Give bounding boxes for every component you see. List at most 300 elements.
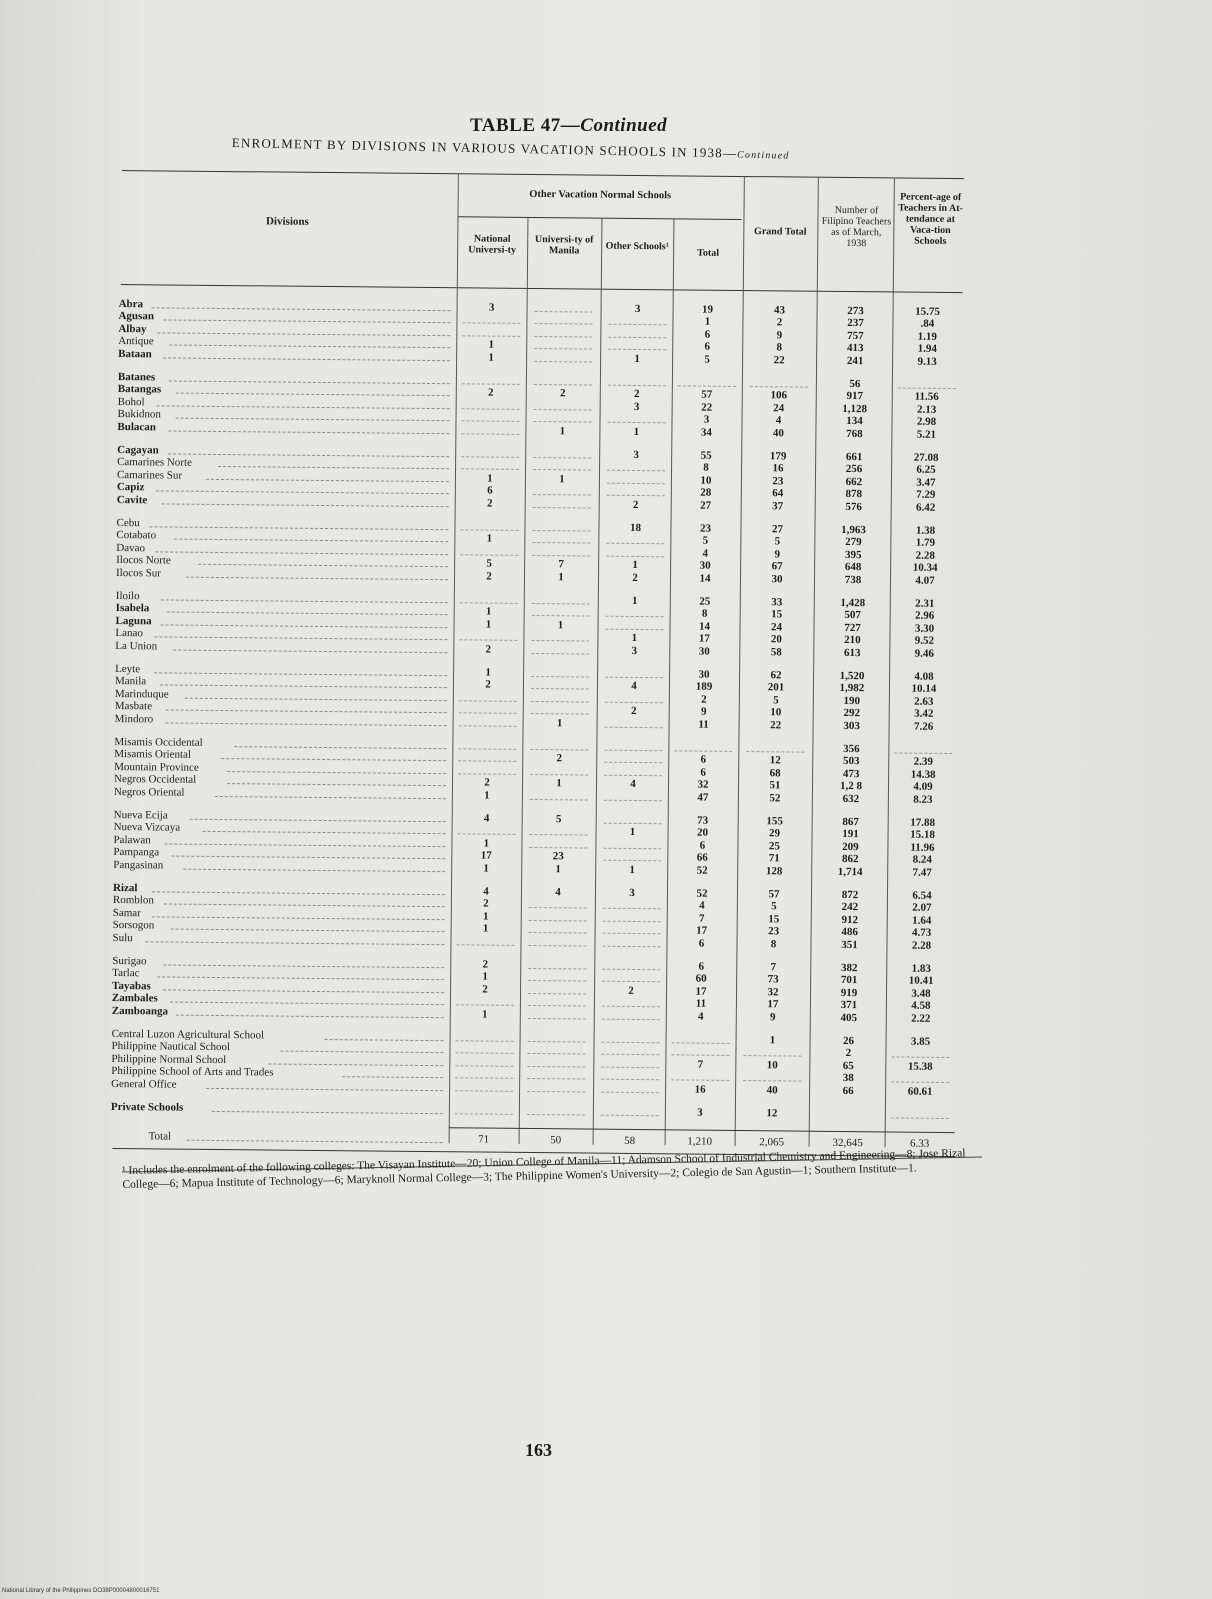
cell-university-of-manila: 4 — [555, 886, 561, 899]
cell-university-of-manila — [523, 911, 593, 912]
row-label: Philippine Nautical School — [111, 1040, 231, 1054]
cell-percentage: 1.94 — [917, 342, 937, 356]
cell-total: 5 — [704, 353, 710, 366]
cell-total: 16 — [694, 1083, 706, 1096]
row-label: Sorsogon — [112, 919, 155, 932]
cell-national-university: 1 — [482, 970, 488, 983]
cell-university-of-manila: 23 — [552, 850, 564, 863]
empty-cell-dash — [603, 860, 661, 862]
row-label: Central Luzon Agricultural School — [111, 1027, 265, 1042]
empty-cell-dash — [534, 348, 592, 350]
cell-other-schools — [598, 753, 668, 754]
page-number: 163 — [525, 1440, 552, 1460]
cell-total — [666, 1033, 736, 1034]
leader-dots — [187, 1140, 443, 1143]
cell-teachers: 190 — [843, 694, 861, 707]
cell-national-university: 1 — [482, 910, 489, 923]
cell-other-schools — [596, 1009, 666, 1010]
row-label: Romblon — [112, 894, 154, 907]
row-label: Leyte — [115, 662, 141, 676]
cell-national-university: 2 — [485, 678, 491, 691]
empty-cell-dash — [608, 385, 666, 387]
cell-national-university — [452, 752, 522, 753]
empty-cell-dash — [608, 349, 666, 351]
leader-dots — [160, 685, 447, 689]
cell-teachers: 356 — [843, 742, 860, 756]
empty-cell-dash — [534, 323, 592, 325]
row-label: Negros Occidental — [113, 773, 197, 786]
header-bottom-rule — [121, 284, 963, 293]
cell-total: 27 — [700, 499, 712, 512]
leader-dots — [161, 624, 448, 628]
cell-percentage: 1.83 — [911, 962, 931, 975]
cell-university-of-manila — [529, 302, 599, 303]
cell-university-of-manila — [525, 704, 595, 705]
cell-university-of-manila — [526, 594, 596, 595]
empty-cell-dash — [746, 751, 804, 753]
leader-dots — [199, 564, 449, 567]
col-rule — [449, 173, 459, 1143]
leader-dots — [173, 649, 447, 653]
leader-dots — [206, 1087, 443, 1090]
cell-university-of-manila: 1 — [559, 473, 565, 486]
leader-dots — [324, 1039, 443, 1041]
cell-teachers: 56 — [849, 378, 861, 391]
cell-percentage: 60.61 — [907, 1085, 933, 1098]
leader-dots — [157, 332, 450, 336]
empty-cell-dash — [604, 774, 662, 776]
empty-cell-dash — [531, 676, 589, 678]
cell-national-university — [449, 1081, 519, 1082]
empty-cell-dash — [459, 725, 517, 727]
cell-percentage: 3.47 — [916, 476, 936, 489]
cell-grand-total: 22 — [773, 353, 785, 367]
leader-dots — [169, 381, 450, 385]
cell-national-university: 1 — [485, 605, 492, 618]
cell-national-university: 1 — [487, 472, 493, 485]
cell-university-of-manila — [528, 352, 598, 353]
leader-dots — [215, 796, 446, 799]
empty-cell-dash — [607, 422, 665, 424]
leader-dots — [170, 1002, 444, 1006]
empty-cell-dash — [462, 420, 520, 422]
cell-teachers: 1,520 — [839, 669, 865, 683]
row-label: Camarines Sur — [116, 468, 183, 482]
row-label: Iloilo — [115, 589, 140, 603]
empty-cell-dash — [455, 1077, 513, 1079]
leader-dots — [161, 599, 448, 603]
cell-grand-total: 62 — [770, 669, 782, 682]
leader-dots — [145, 941, 444, 945]
cell-grand-total: 52 — [769, 791, 781, 804]
cell-percentage: 7.47 — [912, 866, 932, 879]
cell-teachers: 917 — [846, 390, 864, 403]
cell-grand-total: 20 — [770, 633, 782, 646]
empty-cell-dash — [529, 932, 587, 934]
cell-university-of-manila — [528, 339, 598, 340]
empty-cell-dash — [604, 750, 662, 752]
cell-grand-total: 5 — [771, 900, 777, 913]
cell-other-schools: 2 — [628, 984, 634, 997]
cell-grand-total: 9 — [776, 329, 783, 342]
empty-cell-dash — [533, 507, 591, 509]
row-label: Albay — [118, 322, 147, 336]
cell-teachers: 237 — [847, 317, 864, 330]
cell-national-university: 1 — [486, 532, 493, 545]
cell-other-schools: 2 — [633, 388, 640, 401]
cell-national-university — [449, 1056, 519, 1057]
row-label: Antique — [118, 335, 154, 348]
leader-dots — [170, 929, 444, 933]
cell-total: 8 — [703, 462, 709, 475]
cell-grand-total: 15 — [768, 913, 780, 926]
cell-teachers: 878 — [845, 488, 863, 501]
empty-cell-dash — [462, 383, 520, 385]
leader-dots — [152, 916, 445, 920]
cell-teachers: 351 — [841, 938, 858, 951]
empty-cell-dash — [456, 1040, 514, 1042]
empty-cell-dash — [461, 456, 519, 458]
cell-teachers: 473 — [842, 767, 860, 780]
cell-national-university — [455, 447, 525, 448]
cell-total: 9 — [700, 705, 707, 718]
cell-percentage: 3.30 — [914, 622, 935, 635]
cell-other-schools — [595, 1082, 665, 1083]
empty-cell-dash — [604, 762, 662, 764]
cell-other-schools — [598, 741, 668, 742]
cell-total: 6 — [704, 328, 711, 341]
empty-cell-dash — [891, 1057, 949, 1059]
cell-teachers: 65 — [842, 1059, 854, 1072]
cell-percentage: 2.22 — [911, 1012, 931, 1025]
leader-dots — [169, 453, 450, 457]
cell-percentage: 4.73 — [911, 926, 932, 940]
cell-total — [668, 741, 738, 742]
cell-national-university: 4 — [483, 885, 489, 898]
leader-dots — [170, 345, 451, 349]
empty-cell-dash — [603, 908, 661, 910]
leader-dots — [342, 1076, 443, 1078]
cell-grand-total: 10 — [770, 706, 782, 719]
cell-teachers: 1,963 — [841, 523, 866, 537]
cell-other-schools: 1 — [631, 632, 638, 645]
empty-cell-dash — [604, 799, 662, 801]
cell-university-of-manila — [527, 521, 597, 522]
empty-cell-dash — [534, 361, 592, 363]
row-label: General Office — [111, 1077, 177, 1091]
cell-national-university — [454, 593, 524, 594]
archive-credit: National Library of the Philippines DO38P00004800016751 — [2, 1588, 160, 1594]
cell-other-schools — [598, 814, 668, 815]
cell-total: 7 — [698, 912, 705, 925]
cell-university-of-manila — [522, 984, 592, 985]
empty-cell-dash — [458, 834, 516, 836]
cell-percentage: 14.38 — [910, 768, 936, 781]
cell-grand-total: 40 — [766, 1083, 778, 1096]
cell-percentage: 8.24 — [912, 853, 933, 867]
empty-cell-dash — [527, 1114, 585, 1116]
cell-teachers: 1,714 — [837, 865, 863, 878]
empty-cell-dash — [531, 701, 589, 703]
empty-cell-dash — [529, 907, 587, 909]
empty-cell-dash — [531, 653, 589, 655]
cell-percentage: 3.85 — [910, 1035, 931, 1048]
cell-university-of-manila — [523, 923, 593, 924]
cell-percentage: 6.25 — [916, 464, 936, 477]
cell-percentage: 7.26 — [913, 720, 934, 733]
cell-percentage: 2.28 — [915, 549, 935, 562]
cell-national-university — [455, 520, 525, 521]
empty-cell-dash — [528, 968, 586, 970]
cell-teachers: 576 — [845, 500, 863, 513]
cell-total: 73 — [697, 814, 709, 827]
cell-university-of-manila — [521, 1105, 591, 1106]
cell-teachers: 912 — [841, 913, 859, 926]
cell-teachers: 503 — [842, 755, 860, 768]
empty-cell-dash — [534, 421, 592, 423]
leader-dots — [234, 746, 446, 749]
cell-other-schools: 3 — [631, 644, 638, 657]
cell-grand-total: 67 — [771, 560, 783, 573]
cell-teachers: 662 — [845, 475, 863, 488]
cell-grand-total: 23 — [768, 925, 780, 938]
cell-other-schools: 3 — [633, 448, 639, 462]
cell-national-university: 2 — [484, 776, 490, 789]
cell-grand-total: 4 — [775, 414, 782, 427]
empty-cell-dash — [529, 920, 587, 922]
empty-cell-dash — [891, 1082, 949, 1084]
cell-percentage: 2.98 — [916, 415, 937, 429]
cell-national-university: 1 — [483, 837, 490, 850]
row-label: Lanao — [115, 627, 143, 640]
cell-university-of-manila: 1 — [556, 716, 563, 729]
cell-teachers: 241 — [846, 354, 864, 367]
cell-grand-total: 1 — [769, 1034, 776, 1047]
cell-other-schools — [597, 851, 667, 852]
cell-total: 20 — [697, 826, 709, 840]
cell-national-university — [452, 764, 522, 765]
row-label: Zambales — [111, 992, 158, 1005]
cell-percentage: 2.31 — [915, 597, 935, 610]
row-label: Cebu — [116, 517, 140, 530]
cell-other-schools: 3 — [634, 302, 641, 316]
leader-dots — [268, 1063, 443, 1066]
cell-grand-total: 57 — [768, 888, 780, 901]
cell-teachers: 768 — [846, 427, 863, 440]
cell-total: 17 — [695, 985, 707, 998]
cell-other-schools: 2 — [632, 571, 638, 584]
cell-total: 5 — [702, 535, 709, 548]
header-percentage: Percent-age of Teachers in At-tendance at Vaca-tion Schools — [898, 191, 963, 247]
cell-percentage: 9.13 — [917, 355, 937, 368]
empty-cell-dash — [532, 542, 590, 544]
cell-total: 7 — [697, 1058, 704, 1071]
leader-dots — [164, 964, 445, 968]
cell-grand-total: 24 — [770, 621, 783, 634]
leader-dots — [221, 758, 446, 761]
cell-other-schools — [600, 619, 670, 620]
row-label: Capiz — [116, 481, 145, 494]
cell-national-university: 6 — [487, 484, 493, 497]
leader-dots — [171, 856, 445, 860]
row-label: Surigao — [112, 954, 147, 968]
cell-other-schools: 1 — [629, 863, 636, 876]
cell-other-schools: 1 — [633, 425, 640, 438]
empty-cell-dash — [527, 1066, 585, 1068]
cell-grand-total: 32 — [767, 986, 779, 999]
cell-national-university: 17 — [480, 849, 492, 862]
empty-cell-dash — [532, 555, 590, 557]
total-label: Total — [148, 1130, 172, 1143]
cell-teachers: 738 — [844, 573, 862, 586]
empty-cell-dash — [456, 944, 514, 946]
cell-total: 22 — [701, 401, 713, 414]
total-cell-total: 1,210 — [687, 1135, 713, 1149]
cell-other-schools — [602, 376, 672, 377]
empty-cell-dash — [532, 603, 590, 605]
empty-cell-dash — [459, 639, 517, 641]
leader-dots — [175, 393, 449, 397]
cell-total: 34 — [700, 426, 712, 439]
empty-cell-dash — [456, 1004, 514, 1006]
cell-teachers: 2 — [845, 1047, 852, 1060]
cell-grand-total: 5 — [774, 535, 781, 548]
empty-cell-dash — [743, 1080, 801, 1082]
leader-dots — [185, 697, 447, 701]
cell-university-of-manila — [521, 1069, 591, 1070]
header-other-schools: Other Schools¹ — [605, 240, 669, 253]
cell-grand-total: 25 — [768, 840, 781, 853]
cell-university-of-manila — [521, 1082, 591, 1083]
empty-cell-dash — [530, 749, 588, 751]
cell-university-of-manila — [522, 959, 592, 960]
cell-university-of-manila — [522, 996, 592, 997]
cell-percentage — [892, 378, 962, 379]
cell-university-of-manila: 1 — [559, 424, 566, 437]
empty-cell-dash — [602, 1042, 660, 1044]
cell-university-of-manila — [524, 838, 594, 839]
cell-teachers: 648 — [844, 561, 862, 574]
cell-grand-total: 155 — [766, 815, 783, 828]
empty-cell-dash — [528, 993, 586, 995]
empty-cell-dash — [531, 713, 589, 715]
cell-percentage: 2.39 — [913, 756, 933, 769]
row-label: Batanes — [117, 371, 156, 384]
cell-teachers: 507 — [844, 609, 861, 622]
cell-other-schools — [596, 1045, 666, 1046]
row-label: Bukidnon — [117, 408, 162, 421]
empty-cell-dash — [894, 752, 952, 754]
row-label: Cavite — [116, 493, 148, 506]
cell-total — [672, 376, 742, 377]
header-grand-total: Grand Total — [754, 226, 807, 238]
cell-total: 1 — [704, 316, 711, 329]
cell-university-of-manila: 1 — [556, 777, 562, 790]
row-label: Camarines Norte — [117, 456, 192, 470]
cell-grand-total: 8 — [770, 937, 777, 950]
cell-percentage: 2.63 — [914, 695, 934, 708]
leader-dots — [166, 710, 447, 714]
row-label: Zamboanga — [111, 1004, 169, 1018]
cell-teachers: 210 — [844, 634, 861, 647]
cell-other-schools — [600, 546, 670, 547]
total-cell-other-schools: 58 — [624, 1135, 636, 1148]
header-divisions: Divisions — [265, 215, 309, 228]
cell-total: 6 — [698, 937, 705, 950]
empty-cell-dash — [671, 1080, 729, 1082]
cell-other-schools — [595, 1057, 665, 1058]
row-label: Davao — [116, 541, 146, 555]
empty-cell-dash — [529, 847, 587, 849]
cell-university-of-manila — [528, 375, 598, 376]
cell-university-of-manila — [527, 448, 597, 449]
empty-cell-dash — [528, 1005, 586, 1007]
empty-cell-dash — [603, 847, 661, 849]
cell-teachers: 242 — [841, 901, 859, 914]
cell-other-schools: 2 — [630, 705, 637, 718]
table-subtitle: ENROLMENT BY DIVISIONS IN VARIOUS VACATION SCHOOLS IN 1938—Continued — [231, 135, 790, 162]
cell-other-schools: 1 — [632, 559, 638, 572]
cell-national-university: 2 — [487, 386, 494, 400]
leader-dots — [154, 637, 447, 641]
row-label: Laguna — [115, 614, 152, 628]
cell-teachers: 919 — [840, 986, 858, 999]
cell-percentage: 10.41 — [908, 975, 934, 988]
empty-cell-dash — [678, 385, 736, 387]
row-label: Tarlac — [112, 967, 140, 980]
empty-cell-dash — [530, 799, 588, 801]
leader-dots — [163, 357, 450, 361]
cell-university-of-manila — [521, 1057, 591, 1058]
cell-percentage: 15.18 — [910, 829, 935, 842]
empty-cell-dash — [532, 615, 590, 617]
cell-national-university: 2 — [486, 497, 493, 510]
cell-other-schools — [601, 473, 671, 474]
cell-other-schools — [595, 1070, 665, 1071]
cell-other-schools: 1 — [629, 826, 636, 839]
empty-cell-dash — [898, 387, 956, 389]
row-label: Bohol — [117, 395, 145, 409]
empty-cell-dash — [671, 1055, 729, 1057]
row-label: Palawan — [113, 833, 151, 847]
cell-other-schools: 3 — [629, 886, 635, 899]
cell-total: 8 — [701, 608, 708, 621]
cell-other-schools — [597, 924, 667, 925]
cell-national-university — [455, 460, 525, 461]
cell-total: 30 — [699, 559, 711, 572]
cell-total: 66 — [696, 851, 708, 864]
cell-total: 17 — [698, 632, 710, 645]
cell-university-of-manila — [528, 327, 598, 328]
empty-cell-dash — [672, 1042, 730, 1044]
cell-national-university: 1 — [485, 618, 492, 631]
cell-university-of-manila — [524, 740, 594, 741]
row-label: Private Schools — [110, 1100, 184, 1114]
row-label: Batangas — [117, 383, 162, 396]
leader-dots — [206, 479, 449, 482]
cell-total: 57 — [701, 389, 713, 402]
cell-grand-total: 33 — [771, 596, 783, 609]
cell-other-schools — [601, 486, 671, 487]
row-label: Cotabato — [116, 529, 157, 542]
cell-total: 2 — [701, 693, 707, 706]
empty-cell-dash — [459, 712, 517, 714]
cell-grand-total: 37 — [772, 499, 784, 512]
cell-university-of-manila: 5 — [555, 813, 562, 826]
empty-cell-dash — [460, 602, 518, 604]
leader-dots — [156, 491, 449, 495]
empty-cell-dash — [534, 336, 592, 338]
